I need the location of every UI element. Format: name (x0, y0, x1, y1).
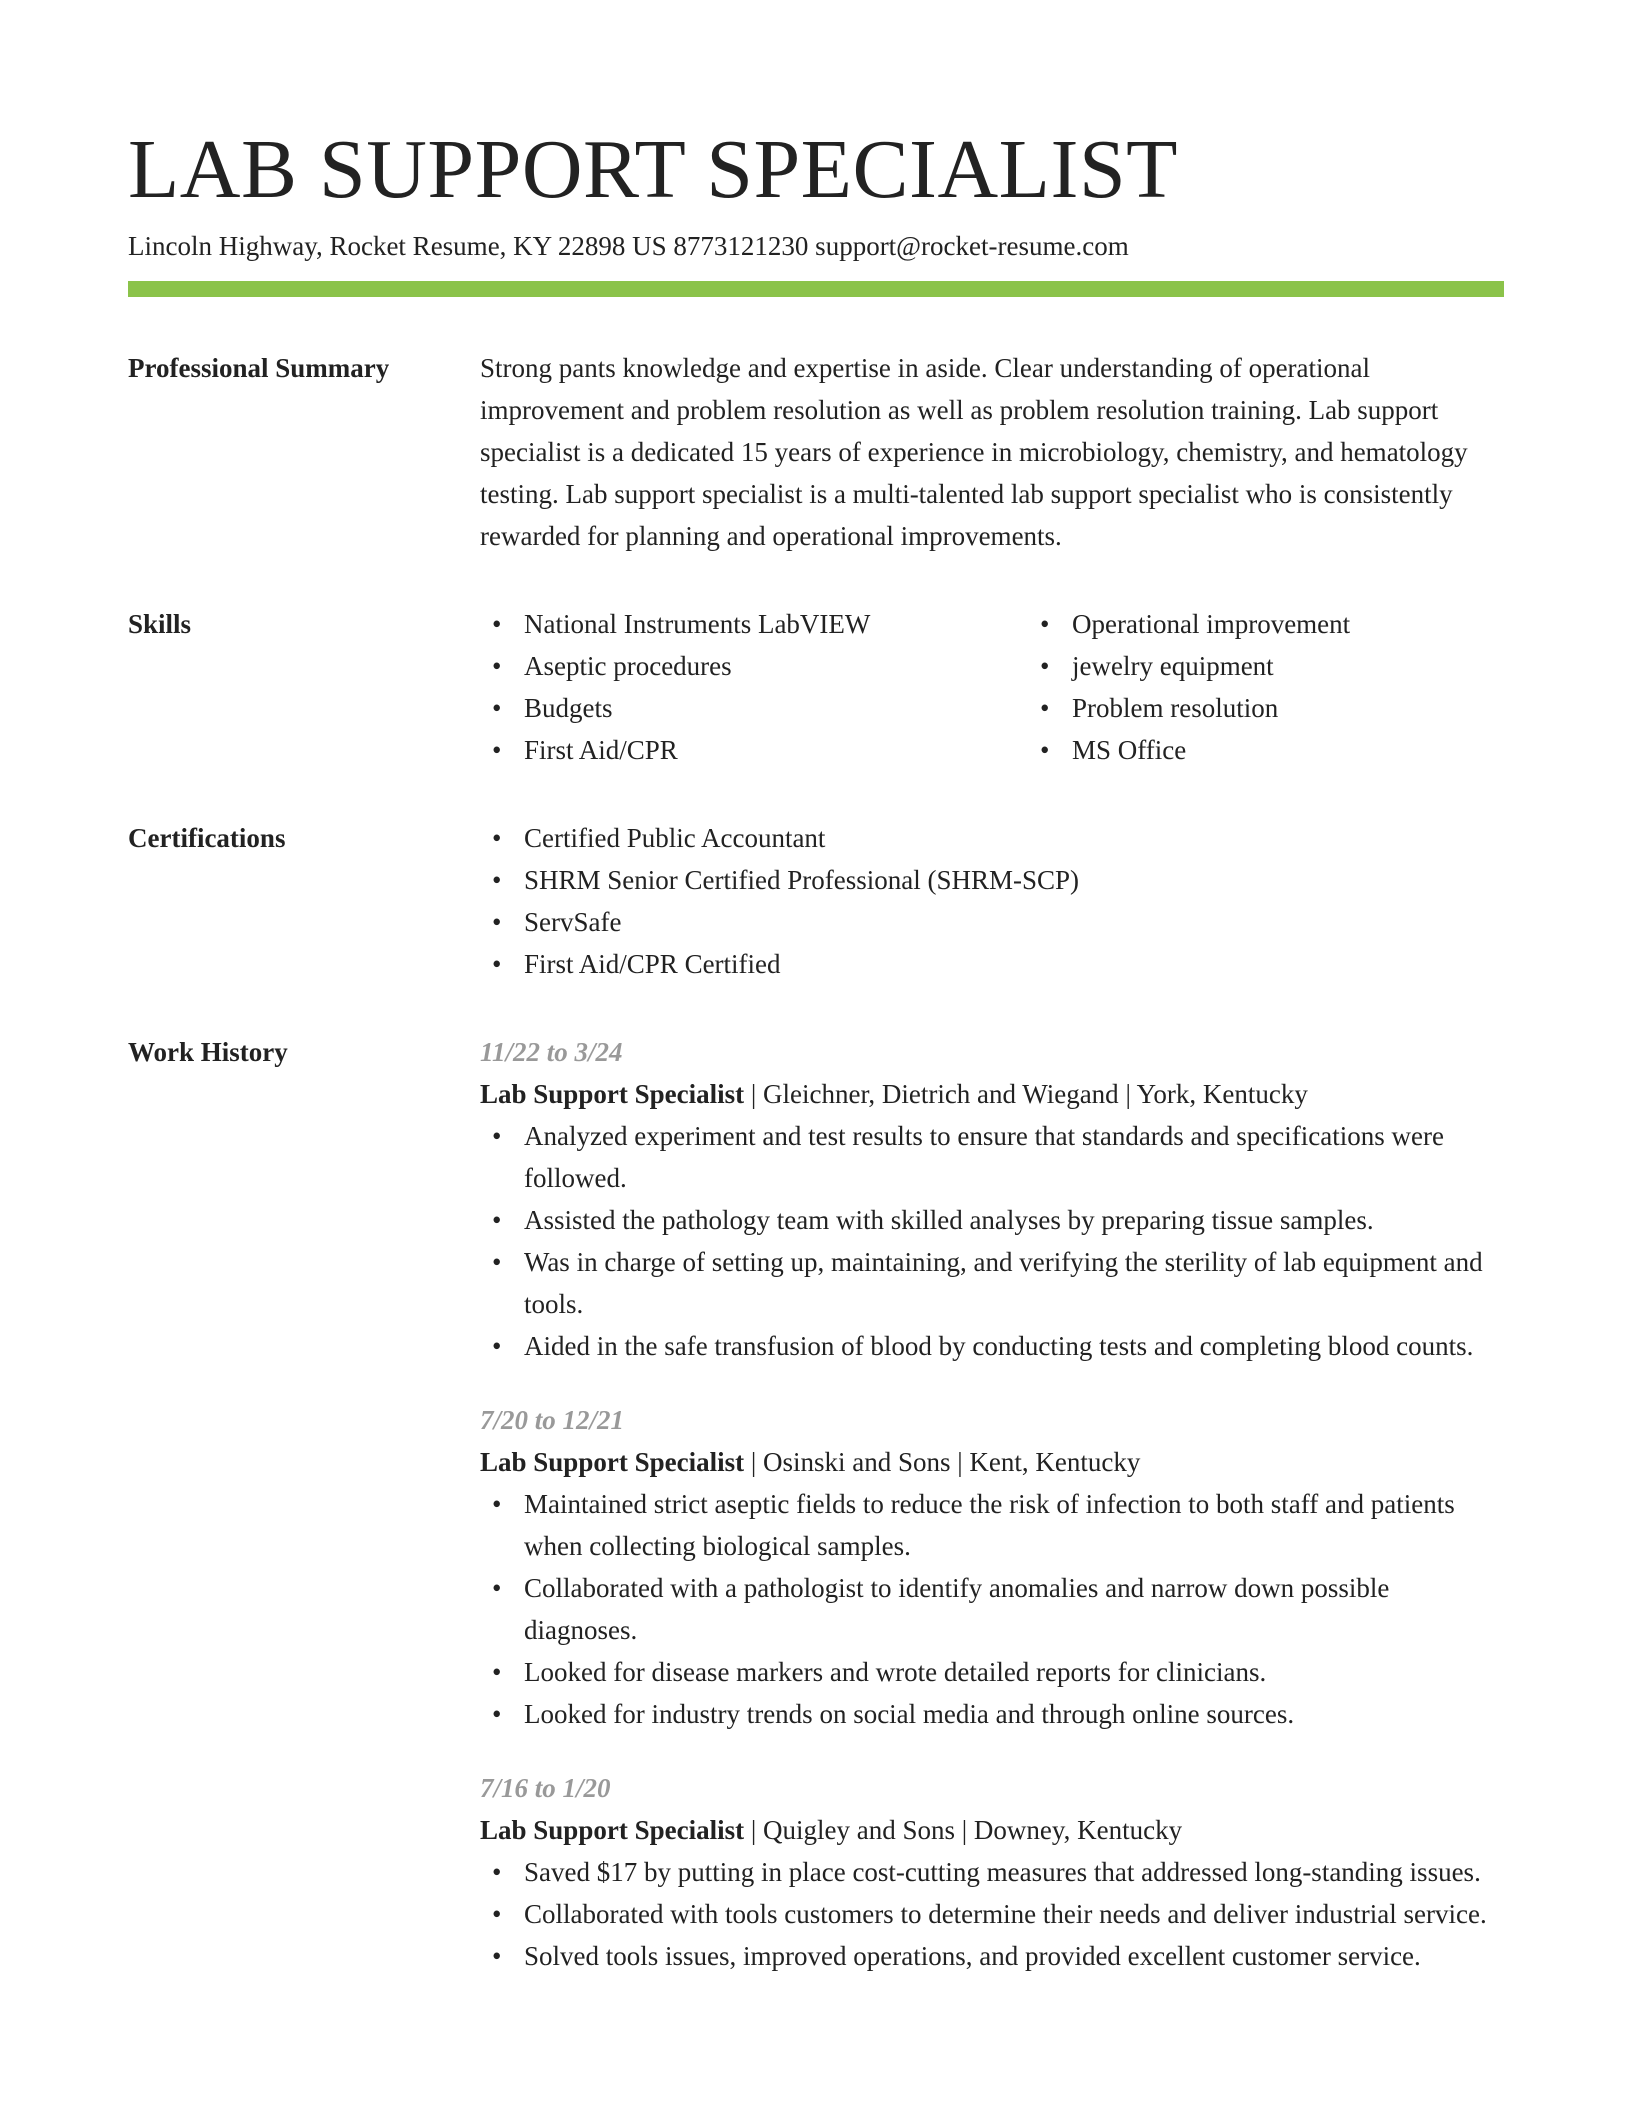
job-title: Lab Support Specialist (480, 1447, 745, 1477)
section-label-summary: Professional Summary (128, 353, 390, 383)
job-title-line (480, 1809, 1504, 1851)
job-bullet-list (480, 1115, 1504, 1367)
summary-text: Strong pants knowledge and expertise in aside. Clear understanding of operational improvement and problem resolution as well as problem resolution training. Lab support specialist is a dedicated 15 years of experience in microbiology, chemistry, and hematology testing. Lab support specialist is a multi-talented lab support specialist who is consistently rewarded for planning and operational improvements. (480, 353, 1468, 551)
job-title-line (480, 1441, 1504, 1483)
job-entry (480, 1767, 1504, 1977)
skills-column-1 (480, 603, 1028, 771)
work-history-section (128, 1031, 1504, 1977)
job-location: York, Kentucky (1136, 1079, 1308, 1109)
certifications-list (480, 817, 1504, 985)
skill-item: • Operational improvement (1072, 603, 1350, 645)
job-separator: | (744, 1447, 763, 1477)
certifications-section (128, 817, 1504, 985)
job-bullet: • Looked for industry trends on social media and through online sources. (524, 1693, 1504, 1735)
skill-item: • National Instruments LabVIEW (524, 603, 1028, 645)
resume-page (128, 122, 1504, 1977)
job-entry (480, 1399, 1504, 1735)
job-bullet: • Saved $17 by putting in place cost-cutting measures that addressed long-standing issues. (524, 1851, 1504, 1893)
job-bullet: • Analyzed experiment and test results to ensure that standards and specifications were followed. (524, 1115, 1504, 1199)
job-location: Downey, Kentucky (973, 1815, 1183, 1845)
job-bullet: • Was in charge of setting up, maintaining, and verifying the sterility of lab equipment and tools. (524, 1241, 1504, 1325)
contact-line: Lincoln Highway, Rocket Resume, KY 22898 US 8773121230 support@rocket-resume.com (128, 231, 1129, 261)
job-bullet: • Collaborated with tools customers to determine their needs and deliver industrial service. (524, 1893, 1504, 1935)
professional-summary-section (128, 347, 1504, 557)
section-label-work-history: Work History (128, 1037, 288, 1067)
skills-column-2 (1028, 603, 1350, 771)
skill-item: • MS Office (1072, 729, 1350, 771)
job-bullet: • Aided in the safe transfusion of blood by conducting tests and completing blood counts. (524, 1325, 1504, 1367)
job-separator: | (744, 1079, 763, 1109)
job-dates: 7/16 to 1/20 (480, 1773, 611, 1803)
certification-item: • ServSafe (524, 901, 1504, 943)
job-separator: | (954, 1815, 974, 1845)
certification-item: • First Aid/CPR Certified (524, 943, 1504, 985)
job-bullet: • Assisted the pathology team with skilled analyses by preparing tissue samples. (524, 1199, 1504, 1241)
skills-grid (480, 603, 1504, 771)
certification-item: • SHRM Senior Certified Professional (SHRM-SCP) (524, 859, 1504, 901)
work-history-content (480, 1031, 1504, 1977)
job-title-line (480, 1073, 1504, 1115)
job-company: Gleichner, Dietrich and Wiegand (762, 1079, 1119, 1109)
job-bullet: • Solved tools issues, improved operations, and provided excellent customer service. (524, 1935, 1504, 1977)
job-bullet-list (480, 1851, 1504, 1977)
job-bullet: • Maintained strict aseptic fields to reduce the risk of infection to both staff and patients when collecting biological samples. (524, 1483, 1504, 1567)
job-dates: 7/20 to 12/21 (480, 1405, 625, 1435)
header-accent-rule (128, 281, 1504, 297)
job-company: Quigley and Sons (762, 1815, 955, 1845)
job-title: Lab Support Specialist (480, 1815, 745, 1845)
skill-item: • First Aid/CPR (524, 729, 1028, 771)
job-separator: | (744, 1815, 763, 1845)
job-separator: | (1118, 1079, 1137, 1109)
skill-item: • Problem resolution (1072, 687, 1350, 729)
section-label-certifications: Certifications (128, 823, 286, 853)
job-title: Lab Support Specialist (480, 1079, 745, 1109)
job-bullet: • Looked for disease markers and wrote detailed reports for clinicians. (524, 1651, 1504, 1693)
job-separator: | (950, 1447, 970, 1477)
job-bullet: • Collaborated with a pathologist to identify anomalies and narrow down possible diagnoses. (524, 1567, 1504, 1651)
section-label-skills: Skills (128, 609, 192, 639)
job-dates: 11/22 to 3/24 (480, 1037, 623, 1067)
job-entry (480, 1031, 1504, 1367)
resume-name-heading: LAB SUPPORT SPECIALIST (128, 123, 1178, 216)
certifications-content (480, 817, 1504, 985)
skills-section (128, 603, 1504, 771)
job-location: Kent, Kentucky (969, 1447, 1141, 1477)
job-company: Osinski and Sons (762, 1447, 951, 1477)
skill-item: • Aseptic procedures (524, 645, 1028, 687)
skill-item: • Budgets (524, 687, 1028, 729)
skill-item: • jewelry equipment (1072, 645, 1350, 687)
job-bullet-list (480, 1483, 1504, 1735)
certification-item: • Certified Public Accountant (524, 817, 1504, 859)
